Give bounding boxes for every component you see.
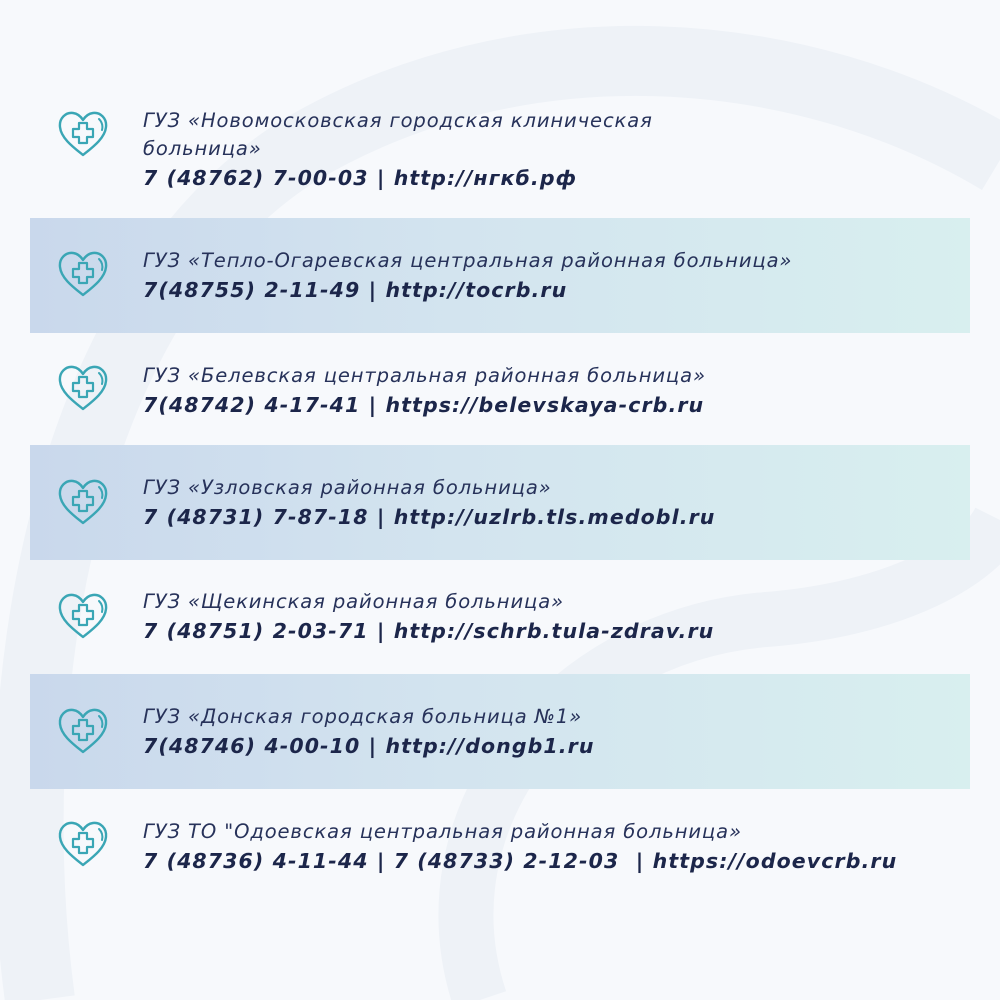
hospital-contacts[interactable]: 7 (48731) 7-87-18 | http://uzlrb.tls.medobl.ru xyxy=(143,505,716,529)
hospital-text xyxy=(143,474,950,532)
hospital-contacts[interactable]: 7 (48762) 7-00-03 | http://нгкб.рф xyxy=(143,166,578,190)
heart-medical-cross-icon xyxy=(55,590,111,642)
heart-medical-cross-icon xyxy=(55,248,111,300)
hospital-name: ГУЗ «Новомосковская городская клиническая больница» xyxy=(143,109,653,160)
hospital-text xyxy=(143,107,950,193)
heart-medical-cross-icon xyxy=(55,476,111,528)
hospital-contacts[interactable]: 7(48742) 4-17-41 | https://belevskaya-crb.ru xyxy=(143,393,705,417)
hospital-text xyxy=(143,362,950,420)
hospital-text xyxy=(143,703,950,761)
hospital-contacts[interactable]: 7(48746) 4-00-10 | http://dongb1.ru xyxy=(143,734,595,758)
hospital-name: ГУЗ «Донская городская больница №1» xyxy=(143,705,583,728)
heart-medical-cross-icon xyxy=(55,818,111,870)
hospital-text xyxy=(143,818,950,876)
hospital-text xyxy=(143,247,950,305)
hospital-contacts[interactable]: 7 (48751) 2-03-71 | http://schrb.tula-zdrav.ru xyxy=(143,619,715,643)
hospital-contacts[interactable]: 7(48755) 2-11-49 | http://tocrb.ru xyxy=(143,278,568,302)
hospital-name: ГУЗ «Узловская районная больница» xyxy=(143,476,552,499)
hospital-name: ГУЗ «Белевская центральная районная больница» xyxy=(143,364,706,387)
heart-medical-cross-icon xyxy=(55,108,111,160)
heart-medical-cross-icon xyxy=(55,705,111,757)
hospital-name: ГУЗ ТО "Одоевская центральная районная больница» xyxy=(143,820,742,843)
hospital-name: ГУЗ «Щекинская районная больница» xyxy=(143,590,564,613)
hospital-text xyxy=(143,588,950,646)
hospital-contacts[interactable]: 7 (48736) 4-11-44 | 7 (48733) 2-12-03 | https://odoevcrb.ru xyxy=(143,849,898,873)
hospital-name: ГУЗ «Тепло-Огаревская центральная районная больница» xyxy=(143,249,793,272)
heart-medical-cross-icon xyxy=(55,362,111,414)
